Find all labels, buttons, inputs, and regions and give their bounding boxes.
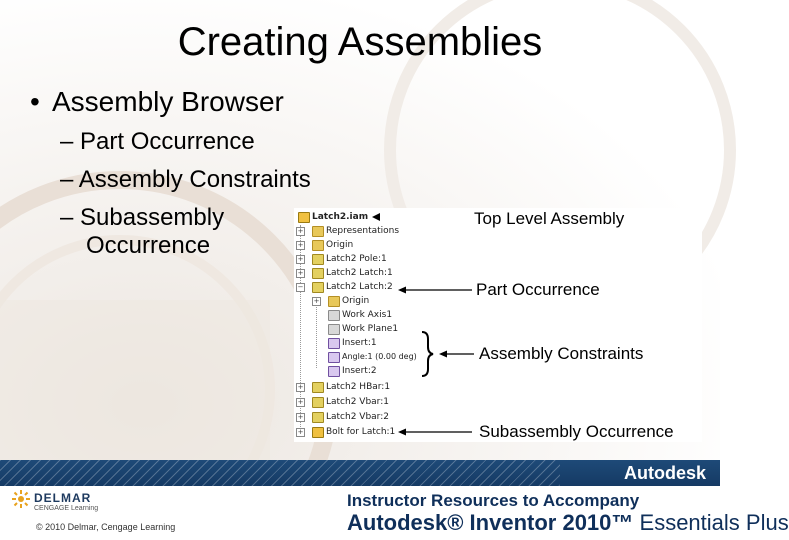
expand-icon[interactable]: + bbox=[297, 227, 304, 235]
work-plane-icon bbox=[328, 324, 340, 335]
part-icon bbox=[312, 268, 324, 279]
callout-top-level-assembly: Top Level Assembly bbox=[474, 209, 625, 228]
callout-assembly-constraints: Assembly Constraints bbox=[479, 344, 644, 363]
part-icon bbox=[312, 412, 324, 423]
subbullet-part-occurrence: – Part Occurrence bbox=[60, 128, 255, 155]
arrowhead-icon bbox=[439, 351, 447, 358]
collapse-icon[interactable]: − bbox=[297, 283, 304, 291]
tree-label: Angle:1 (0.00 deg) bbox=[342, 352, 417, 361]
subbullet-subassembly-line2: Occurrence bbox=[86, 232, 211, 259]
tree-label: Insert:2 bbox=[342, 366, 377, 376]
part-icon bbox=[312, 282, 324, 293]
tree-label: Latch2 Vbar:1 bbox=[326, 397, 389, 407]
expand-icon[interactable]: + bbox=[297, 255, 304, 263]
constraint-icon bbox=[328, 352, 340, 363]
bullet-assembly-browser bbox=[30, 86, 350, 118]
tree-label: Latch2 Vbar:2 bbox=[326, 412, 389, 422]
delmar-name: DELMAR bbox=[34, 491, 92, 505]
tree-label: Representations bbox=[326, 226, 400, 236]
callout-subassembly-occurrence: Subassembly Occurrence bbox=[479, 422, 674, 441]
assembly-browser-screenshot bbox=[294, 208, 702, 442]
product-edition: Essentials Plus bbox=[633, 510, 789, 535]
bullet-text: Assembly Browser bbox=[52, 86, 284, 117]
expand-icon[interactable]: + bbox=[297, 241, 304, 249]
copyright: © 2010 Delmar, Cengage Learning bbox=[36, 522, 176, 532]
footer-band bbox=[0, 460, 720, 486]
delmar-mark-icon bbox=[12, 490, 30, 508]
tree-label: Work Plane1 bbox=[342, 324, 399, 334]
tree-label: Latch2 Pole:1 bbox=[326, 254, 387, 264]
expand-icon[interactable]: + bbox=[297, 398, 304, 406]
tree-label: Origin bbox=[326, 240, 354, 250]
callout-part-occurrence: Part Occurrence bbox=[476, 280, 600, 299]
autodesk-logo: Autodesk bbox=[623, 463, 706, 483]
tree-label: Latch2 HBar:1 bbox=[326, 382, 391, 392]
expand-icon[interactable]: + bbox=[297, 383, 304, 391]
subbullet-assembly-constraints: – Assembly Constraints bbox=[60, 166, 311, 193]
constraint-icon bbox=[328, 338, 340, 349]
tree-label: Work Axis1 bbox=[342, 310, 393, 320]
folder-icon bbox=[328, 296, 340, 307]
tree-label: Latch2 Latch:2 bbox=[326, 282, 393, 292]
instructor-resources-line: Instructor Resources to Accompany bbox=[347, 491, 640, 510]
folder-icon bbox=[312, 240, 324, 251]
work-axis-icon bbox=[328, 310, 340, 321]
browser-tree bbox=[294, 208, 430, 442]
tree-label: Bolt for Latch:1 bbox=[326, 427, 396, 437]
tree-label: Insert:1 bbox=[342, 338, 377, 348]
part-icon bbox=[312, 397, 324, 408]
expand-icon[interactable]: + bbox=[297, 413, 304, 421]
expand-icon[interactable]: + bbox=[297, 269, 304, 277]
slide-title: Creating Assemblies bbox=[177, 20, 543, 64]
tree-label: Latch2.iam bbox=[312, 212, 369, 222]
product-title bbox=[347, 510, 789, 536]
part-icon bbox=[312, 382, 324, 393]
expand-icon[interactable]: + bbox=[297, 428, 304, 436]
delmar-sub: CENGAGE Learning bbox=[34, 505, 99, 512]
constraint-icon bbox=[328, 366, 340, 377]
product-name: Autodesk® Inventor 2010™ bbox=[347, 510, 634, 535]
bullet-dot: • bbox=[30, 86, 40, 117]
part-icon bbox=[312, 254, 324, 265]
subassembly-icon bbox=[312, 427, 324, 438]
expand-icon[interactable]: + bbox=[313, 297, 320, 305]
tree-label: Latch2 Latch:1 bbox=[326, 268, 393, 278]
folder-icon bbox=[312, 226, 324, 237]
delmar-logo bbox=[12, 490, 212, 538]
subbullet-subassembly-line1: – Subassembly bbox=[60, 204, 225, 231]
tree-label: Origin bbox=[342, 296, 370, 306]
assembly-icon bbox=[298, 212, 310, 223]
